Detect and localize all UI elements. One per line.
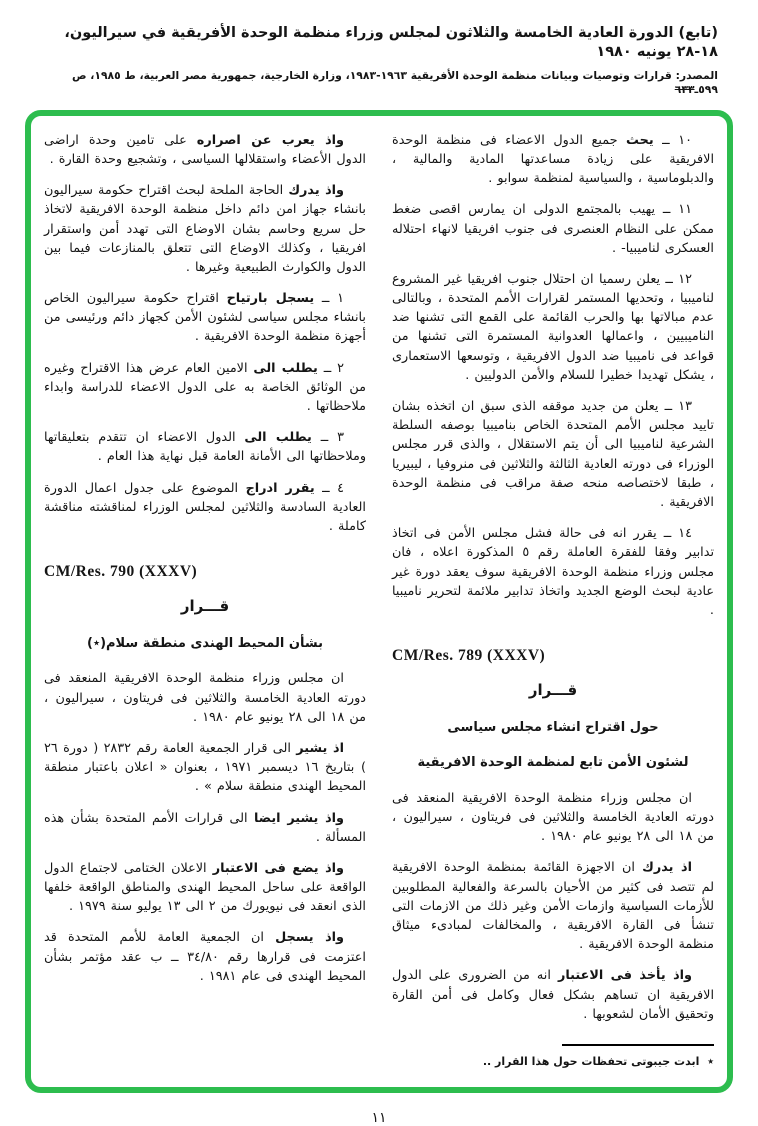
para-text: الى قرارات الأمم المتحدة بشأن هذه المسألة .	[44, 810, 366, 845]
paragraph	[44, 859, 366, 917]
para-lead: اذ يدرك	[642, 860, 692, 876]
footnote-body: ابدت جيبوتى تحفظات حول هذا القرار ..	[482, 1054, 700, 1068]
two-column-layout	[44, 131, 714, 1071]
paragraph	[44, 289, 366, 347]
column-right	[392, 131, 714, 1071]
para-lead: يحث	[626, 132, 654, 148]
green-border-frame	[25, 110, 733, 1093]
para-lead: يطلب الى	[253, 360, 318, 376]
resolution-subtitle: لشئون الأمن تابع لمنظمة الوحدة الافريقية	[417, 755, 689, 771]
header-session-line: (تابع) الدورة العادية الخامسة والثلاثون لمجلس وزراء منظمة الوحدة الأفريقية في سيراليون، ١٨-٢٨ يونيه ١٩٨٠	[64, 25, 718, 60]
paragraph	[392, 524, 714, 620]
para-num: ١١ ــ	[662, 202, 692, 218]
resolution-ref-790: CM/Res. 790 (XXXV)	[44, 563, 198, 581]
para-text: ان مجلس وزراء منظمة الوحدة الافريقية المنعقد فى دورته العادية الخامسة والثلاثين فى فريتاون ، سيراليون ، من ١٨ الى ٢٨ يونيو عام ١٩٨٠ .	[44, 671, 366, 725]
paragraph	[392, 789, 714, 847]
footnote-text	[392, 1052, 714, 1071]
resolution-ref-789: CM/Res. 789 (XXXV)	[392, 647, 546, 665]
para-lead: اذ يشير	[296, 740, 344, 756]
para-text: على تامين وحدة اراضى الدول الأعضاء واستقلالها السياسى ، وتشجيع وحدة القارة .	[44, 132, 366, 167]
para-num: ١٢ ــ	[665, 271, 692, 287]
para-text: ان الاجهزة القائمة بمنظمة الوحدة الافريقية لم تتصد فى كثير من الأحيان بالسرعة والفعالية المطلوبين للأزمات السياسية وازمات الأمن وغير ذلك من الازمات التى تنشأ فى القارة الافريقية ، والمخالفات لمبادىء ميثاق منظمة الوحدة الافريقية .	[392, 860, 714, 953]
page-header	[36, 24, 718, 97]
header-source-line	[36, 69, 718, 97]
para-lead: واذ يعرب عن اصراره	[196, 132, 344, 148]
para-text: ان مجلس وزراء منظمة الوحدة الافريقية المنعقد فى دورته العادية الخامسة والثلاثين فى فريتاون ، سيراليون ، من ١٨ الى ٢٨ يونيو عام ١٩٨٠ .	[392, 790, 714, 845]
para-text: يعلن من جديد موقفه الذى سبق ان اتخذه بشان تاييد مجلس الأمم المتحدة الخاص بناميبيا بوصفه السلطة الشرعية لناميبيا الى أن يتم الاستقلال ، والذى قرر مجلس الوزراء فى دورته العادية الثالثة والثلاثين فى منروفيا ، ليبيريا ، طبقا لاختصاصه منحه صفة مراقب فى منظمة الوحدة الافريقية .	[392, 399, 714, 510]
para-lead: واذ يأخذ فى الاعتبار	[557, 968, 692, 984]
para-text: الاعلان الختامى لاجتماع الدول الواقعة على ساحل المحيط الهندى والمناطق الواقعة خلفها الذى انعقد فى نيويورك من ٢ الى ١٣ يوليو سنة ١٩٧٩ .	[44, 860, 366, 915]
header-struck-number: ٦٣٣	[674, 82, 695, 96]
paragraph	[44, 739, 366, 797]
header-source-text: المصدر: قرارات وتوصيات وبيانات منظمة الوحدة الأفريقية ١٩٦٣-١٩٨٣، وزارة الخارجية، جمهورية مصر العربية، ط ١٩٨٥، ص ٥٩٩ـ	[71, 68, 718, 96]
resolution-subtitle: حول اقتراح انشاء مجلس سياسى	[447, 719, 659, 735]
para-num: ١٠ ــ	[662, 132, 692, 148]
para-num: ١ ــ	[321, 291, 344, 307]
paragraph	[44, 669, 366, 727]
para-text: الدول الاعضاء ان تتقدم بتعليقاتها وملاحظاتها الى الأمانة العامة قبل نهاية هذا العام .	[44, 430, 366, 465]
para-text: اقتراح حكومة سيراليون الخاص بانشاء مجلس سياسى لشئون الأمن كجهاز دائم ورئيسى من أجهزة منظمة الوحدة الافريقية .	[44, 291, 366, 345]
para-lead: يسجل بارتياح	[226, 291, 315, 307]
para-text: يعلن رسميا ان احتلال جنوب افريقيا غير المشروع لناميبيا ، وتحديها المستمر لقرارات الأمم المتحدة ، وبالتالى عدم مبالاتها بها والحرب القائمة على القمع التى تشنها ضد الناميبيين ، واعمالها العدوانية المستمرة التى تشنها من قواعد فى ناميبيا ضد الدول الافريقية ، وتوسعها الاستعمارى ، يشكل تهديدا خطيرا للسلام والأمن الدوليين .	[392, 271, 714, 383]
resolution-title: قـــرار	[528, 681, 578, 700]
page-number: ١١	[371, 1109, 387, 1126]
resolution-title: قـــرار	[180, 597, 230, 616]
paragraph	[44, 131, 366, 169]
para-num: ٢ ــ	[323, 360, 344, 376]
paragraph	[44, 479, 366, 537]
paragraph	[392, 858, 714, 954]
paragraph	[44, 359, 366, 417]
para-text: يهيب بالمجتمع الدولى ان يمارس اقصى ضغط ممكن على النظام العنصرى فى جنوب افريقيا لانهاء احتلاله العسكرى لناميبيا- .	[392, 202, 714, 256]
paragraph	[392, 397, 714, 512]
para-text: يقرر انه فى حالة فشل مجلس الأمن فى اتخاذ تدابير وفقا للفقرة العاملة رقم ٥ المذكورة اعلاه ، فان مجلس وزراء منظمة الوحدة الافريقية سوف يعقد دورة غير عادية لبحث الوضع الجديد واتخاذ تدابير ملائمة لتحرير ناميبيا .	[392, 526, 715, 618]
paragraph	[44, 428, 366, 466]
para-text: الامين العام عرض هذا الاقتراح وغيره من الوثائق الخاصة به على الدول الاعضاء للدراسة وابداء ملاحظاتها .	[44, 360, 366, 414]
para-text: انه من الضرورى على الدول الافريقية ان تساهم بشكل فعال وكامل فى أمن القارة وتحقيق الأمان لشعوبها .	[392, 968, 714, 1022]
para-text: الموضوع على جدول اعمال الدورة العادية السادسة والثلاثين لمجلس الوزراء لمناقشته مناقشة كاملة .	[44, 480, 366, 534]
paragraph	[392, 966, 714, 1024]
para-lead: يقرر ادراج	[245, 480, 315, 496]
paragraph	[44, 181, 366, 277]
paragraph	[44, 809, 366, 847]
para-lead: واذ يدرك	[288, 183, 344, 199]
footnote	[392, 1044, 714, 1071]
resolution-subtitle: بشأن المحيط الهندى منطقة سلام(٭)	[87, 635, 323, 651]
paragraph	[392, 270, 714, 385]
para-num: ١٣ ــ	[664, 399, 692, 414]
para-lead: واذ يضع فى الاعتبار	[212, 860, 344, 876]
paragraph	[392, 131, 714, 189]
para-lead: واذ يسجل	[275, 930, 344, 946]
para-text: جميع الدول الاعضاء فى منظمة الوحدة الافريقية على زيادة مساعدتها المادية والمالية ، والدبلوماسية ، والسياسية لمنظمة سوابو .	[392, 132, 714, 187]
para-text: ان الجمعية العامة للأمم المتحدة قد اعتزمت فى قرارها رقم ٣٤/٨٠ ــ ب عقد مؤتمر بشأن المحيط الهندى فى عام ١٩٨١ .	[44, 930, 366, 984]
para-num: ٤ ــ	[322, 480, 344, 496]
para-num: ١٤ ــ	[663, 526, 693, 542]
para-lead: يطلب الى	[244, 430, 312, 446]
paragraph	[44, 928, 366, 986]
para-lead: واذ يشير ايضا	[253, 810, 344, 826]
column-left	[44, 131, 366, 1071]
para-text: الحاجة الملحة لبحث اقتراح حكومة سيراليون بانشاء جهاز امن دائم داخل منظمة الوحدة الافريقية لاتخاذ حل سريع وحاسم بشان الاوضاع التى تهدد أمن واستقرار افريقيا ، وكذلك الاوضاع التى تتعلق بالمنازعات فيما بين الدول والكوارث الطبيعية وغيرها .	[44, 183, 366, 275]
footnote-separator	[562, 1044, 714, 1046]
footnote-asterisk-icon: ٭	[707, 1052, 714, 1068]
para-num: ٣ ــ	[320, 430, 344, 446]
para-text: الى قرار الجمعية العامة رقم ٢٨٣٢ ( دورة ٢٦ ) بتاريخ ١٦ ديسمبر ١٩٧١ ، بعنوان « اعلان باعتبار منطقة المحيط الهندى منطقة سلام » .	[44, 740, 367, 795]
paragraph	[392, 200, 714, 258]
